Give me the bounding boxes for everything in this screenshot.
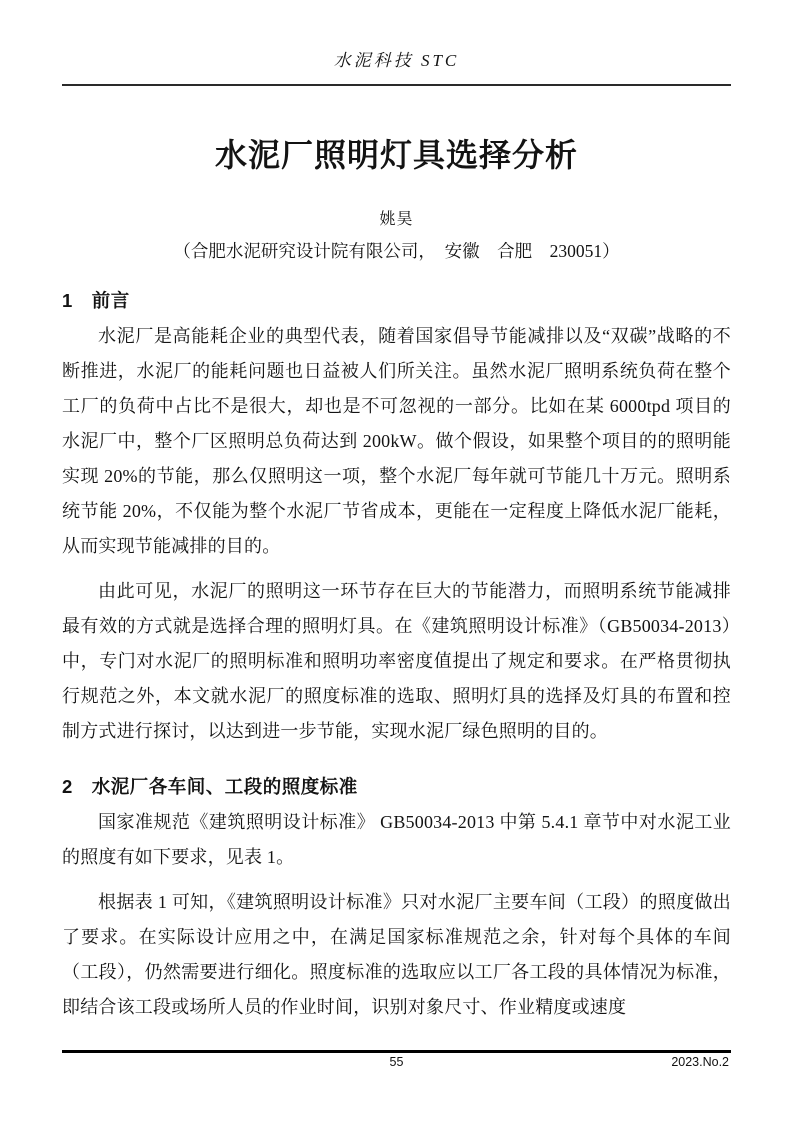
header-rule <box>62 84 731 86</box>
article-affiliation: （合肥水泥研究设计院有限公司， 安徽 合肥 230051） <box>173 241 620 261</box>
section-illuminance-standards <box>62 773 731 1025</box>
page-footer <box>62 1050 731 1073</box>
section-introduction <box>62 287 731 749</box>
section-2-paragraph-2: 根据表 1 可知，《建筑照明设计标准》只对水泥厂主要车间（工段）的照度做出了要求。在实际设计应用之中，在满足国家标准规范之余，针对每个具体的车间（工段），仍然需要进行细化。照度标准的选取应以工厂各工段的具体情况为标准，即结合该工段或场所人员的作业时间，识别对象尺寸、作业精度或速度 <box>62 892 731 1017</box>
issue-label: 2023.No.2 <box>671 1055 729 1069</box>
section-1-paragraph-2: 由此可见，水泥厂的照明这一环节存在巨大的节能潜力，而照明系统节能减排最有效的方式就是选择合理的照明灯具。在《建筑照明设计标准》（GB50034-2013）中，专门对水泥厂的照明标准和照明功率密度值提出了规定和要求。在严格贯彻执行规范之外，本文就水泥厂的照度标准的选取、照明灯具的选择及灯具的布置和控制方式进行探讨，以达到进一步节能，实现水泥厂绿色照明的目的。 <box>62 581 731 741</box>
section-2-paragraph-1: 国家准规范《建筑照明设计标准》 GB50034-2013 中第 5.4.1 章节中对水泥工业的照度有如下要求，见表 1。 <box>62 812 731 867</box>
article-author: 姚昊 <box>379 211 414 228</box>
section-2-heading: 2 水泥厂各车间、工段的照度标准 <box>62 776 358 797</box>
article-title: 水泥厂照明灯具选择分析 <box>214 137 578 173</box>
footer-row <box>62 1055 731 1073</box>
section-1-paragraph-1: 水泥厂是高能耗企业的典型代表，随着国家倡导节能减排以及“双碳”战略的不断推进，水泥厂的能耗问题也日益被人们所关注。虽然水泥厂照明系统负荷在整个工厂的负荷中占比不是很大，却也是不可忽视的一部分。比如在某 6000tpd 项目的水泥厂中，整个厂区照明总负荷达到 200kW。做个假设，如果整个项目的的照明能实现 20%的节能，那么仅照明这一项，整个水泥厂每年就可节能几十万元。照明系统节能 20%，不仅能为整个水泥厂节省成本，更能在一定程度上降低水泥厂能耗，从而实现节能减排的目的。 <box>62 326 731 556</box>
section-1-heading: 1 前言 <box>62 290 130 311</box>
running-head-journal-name: 水泥科技 STC <box>333 51 460 70</box>
page-number: 55 <box>389 1055 404 1069</box>
footer-rule <box>62 1050 731 1053</box>
